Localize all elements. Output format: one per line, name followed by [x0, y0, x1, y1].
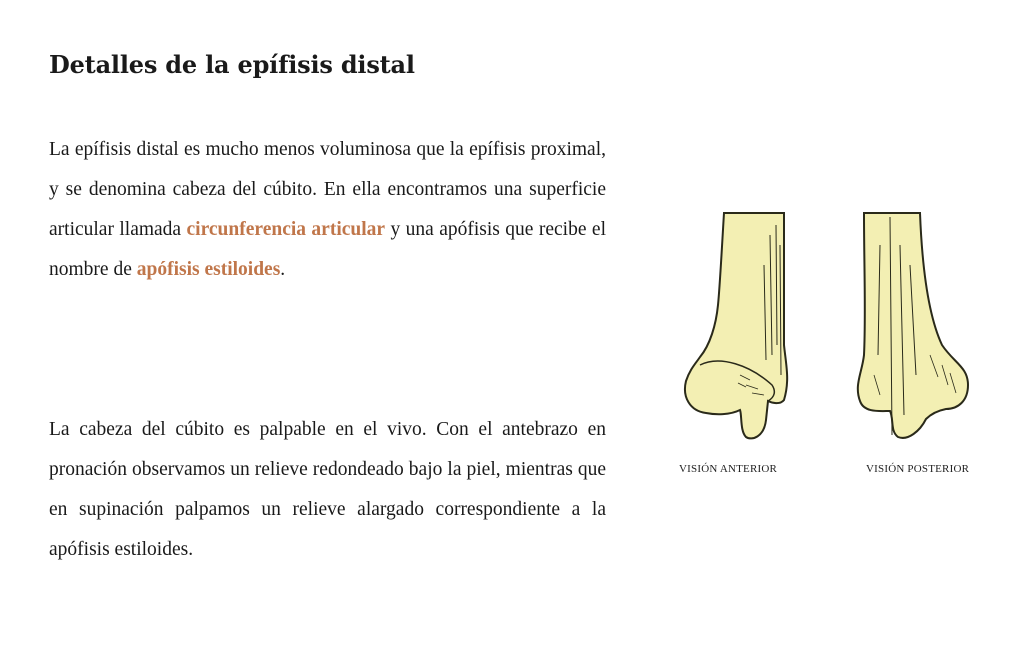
ulna-distal-illustration: [660, 205, 1000, 485]
paragraph-text: y una apófisis que recibe el nombre de: [49, 219, 606, 280]
link-apofisis-estiloides[interactable]: apófisis estiloides: [136, 259, 281, 280]
paragraph-palpacion: La cabeza del cúbito es palpable en el vivo. Con el antebrazo en pronación observamos un relieve redondeado bajo la piel, mientras que en supinación palpamos un relieve alargado correspondiente a la apófisis estiloides.: [49, 419, 606, 560]
caption-vision-posterior: VISIÓN POSTERIOR: [866, 463, 970, 475]
paragraph-text: .: [280, 259, 286, 280]
page-title: Detalles de la epífisis distal: [49, 50, 415, 79]
paragraph-text: La epífisis distal es mucho menos voluminosa que la epífisis proximal, y se denomina cabeza del cúbito. En ella encontramos una superficie articular llamada: [49, 139, 606, 240]
ulna-posterior-view-image: [850, 205, 980, 450]
ulna-anterior-view-image: [680, 205, 800, 450]
paragraph-epifisis-distal: [49, 130, 606, 290]
caption-vision-anterior: VISIÓN ANTERIOR: [679, 463, 778, 475]
link-circunferencia-articular[interactable]: circunferencia articular: [186, 219, 386, 240]
